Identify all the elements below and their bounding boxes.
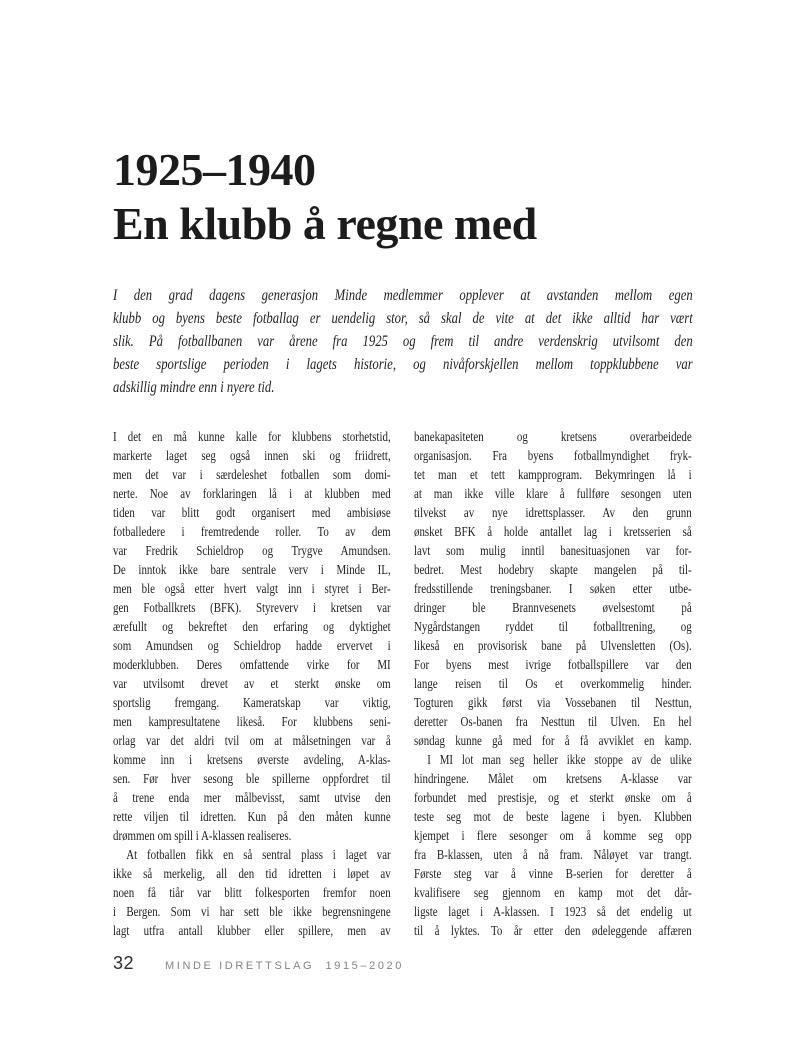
text-line: gen Fotballkrets (BFK). Styreverv i kretsen var <box>113 601 391 616</box>
text-line: sen. Før hver sesong ble spillerne oppfordret til <box>113 772 391 787</box>
text-line: sportslig fremgang. Kameratskap var viktig, <box>113 696 391 711</box>
text-line: nerte. Noe av forklaringen lå i at klubben med <box>113 487 391 502</box>
book-series-label: MINDE IDRETTSLAG 1915–2020 <box>165 960 404 972</box>
text-line: fotballedere i fremtredende roller. To av dem <box>113 525 391 540</box>
chapter-lead-paragraph <box>113 284 693 399</box>
text-line: hindringene. Målet om kretsens A-klasse var <box>414 772 692 787</box>
text-line: De inntok ikke bare sentrale verv i Minde IL, <box>113 563 391 578</box>
text-line: at man ikke ville klare å fullføre sesongen uten <box>414 487 692 502</box>
text-line: forbundet med prestisje, og et sterkt ønske om å <box>414 791 692 806</box>
text-line: likeså en provisorisk bane på Ulvensletten (Os). <box>414 639 692 654</box>
text-line: bedret. Mest hodebry skapte mangelen på til- <box>414 563 692 578</box>
text-line: I det en må kunne kalle for klubbens storhetstid, <box>113 430 391 445</box>
text-line: lange reisen til Os et overkommelig hinder. <box>414 677 692 692</box>
text-line: lavt som mulig inntil banesituasjonen var for- <box>414 544 692 559</box>
text-line: For byens mest ivrige fotballspillere var den <box>414 658 692 673</box>
text-line: teste seg mot de beste lagene i byen. Klubben <box>414 810 692 825</box>
text-line: tiden var blitt godt organisert med ambisiøse <box>113 506 391 521</box>
text-line: i Bergen. Som vi har sett ble ikke begrensningene <box>113 905 391 920</box>
text-line: søndag kunne gå med for å få avviklet en kamp. <box>414 734 692 749</box>
text-line: men kampresultatene likeså. For klubbens seni- <box>113 715 391 730</box>
text-line: organisasjon. Fra byens fotballmyndighet fryk- <box>414 449 692 464</box>
text-line: tilvekst av nye idrettsplasser. Av den grunn <box>414 506 692 521</box>
text-line: beste sportslige perioden i lagets historie, og nivåforskjellen mellom toppklubbene var <box>113 356 693 373</box>
text-line: men det var i særdeleshet fotballen som domi- <box>113 468 391 483</box>
text-line: som Amundsen og Schieldrop hadde ervervet i <box>113 639 391 654</box>
text-line: banekapasiteten og kretsens overarbeidede <box>414 430 692 445</box>
body-column-right <box>414 428 692 941</box>
text-line: komme inn i kretsens øverste avdeling, A-klas- <box>113 753 391 768</box>
text-line: kvalifisere seg gjennom en kamp mot det dår- <box>414 886 692 901</box>
text-line: orlag var det aldri tvil om at målsetningen var å <box>113 734 391 749</box>
text-line: I MI lot man seg heller ikke stoppe av de ulike <box>427 753 692 768</box>
text-line: kjempet i flere sesonger om å komme seg opp <box>414 829 692 844</box>
text-line: Nygårdstangen ryddet til fotballtrening, og <box>414 620 692 635</box>
text-line: rette viljen til idretten. Kun på den måten kunne <box>113 810 391 825</box>
text-line: Første steg var å vinne B-serien for deretter å <box>414 867 692 882</box>
text-line: klubb og byens beste fotballag er uendelig stor, så skal de vite at det ikke alltid har vært <box>113 310 693 327</box>
chapter-title <box>113 143 537 251</box>
text-line: var utvilsomt drevet av et sterkt ønske om <box>113 677 391 692</box>
text-line: var Fredrik Schieldrop og Trygve Amundsen. <box>113 544 391 559</box>
text-line: men ble også etter hvert valgt inn i styret i Ber- <box>113 582 391 597</box>
text-line: moderklubben. Deres omfattende virke for MI <box>113 658 391 673</box>
text-line: fra B-klassen, uten å nå fram. Nåløyet var trangt. <box>414 848 692 863</box>
text-line: ærefullt og bekreftet den erfaring og dyktighet <box>113 620 391 635</box>
text-line: deretter Os-banen fra Nesttun til Ulven. En hel <box>414 715 692 730</box>
text-line: lagt utfra antall klubber eller spillere, men av <box>113 924 391 939</box>
text-line: drømmen om spill i A-klassen realiseres. <box>113 829 292 844</box>
chapter-title-text: En klubb å regne med <box>113 198 537 249</box>
chapter-title-years: 1925–1940 <box>113 144 316 195</box>
page-footer <box>113 953 693 974</box>
text-line: fredsstillende treningsbaner. I søken etter utbe- <box>414 582 692 597</box>
text-line: å trene enda mer målbevisst, samt utvise den <box>113 791 391 806</box>
text-line: slik. På fotballbanen var årene fra 1925 og frem til andre verdenskrig utvilsomt den <box>113 333 693 350</box>
text-line: Togturen gikk først via Vossebanen til Nesttun, <box>414 696 692 711</box>
text-line: tet man et tett kampprogram. Bekymringen lå i <box>414 468 692 483</box>
text-line: til å lyktes. To år etter den ødeleggende affæren <box>414 924 692 939</box>
text-line: ikke så merkelig, all den tid idretten i løpet av <box>113 867 391 882</box>
page-number: 32 <box>113 953 135 973</box>
text-line: dringer ble Brannvesenets øvelsestomt på <box>414 601 692 616</box>
text-line: I den grad dagens generasjon Minde medlemmer opplever at avstanden mellom egen <box>113 287 693 304</box>
text-line: markerte laget seg også innen ski og friidrett, <box>113 449 391 464</box>
text-line: At fotballen fikk en så sentral plass i laget var <box>126 848 391 863</box>
body-column-left <box>113 428 391 941</box>
text-line: ønsket BFK å holde antallet lag i kretsserien så <box>414 525 692 540</box>
text-line: noen få tiår var blitt folkesporten fremfor noen <box>113 886 391 901</box>
text-line: adskillig mindre enn i nyere tid. <box>113 379 275 396</box>
text-line: ligste laget i A-klassen. I 1923 så det endelig ut <box>414 905 692 920</box>
